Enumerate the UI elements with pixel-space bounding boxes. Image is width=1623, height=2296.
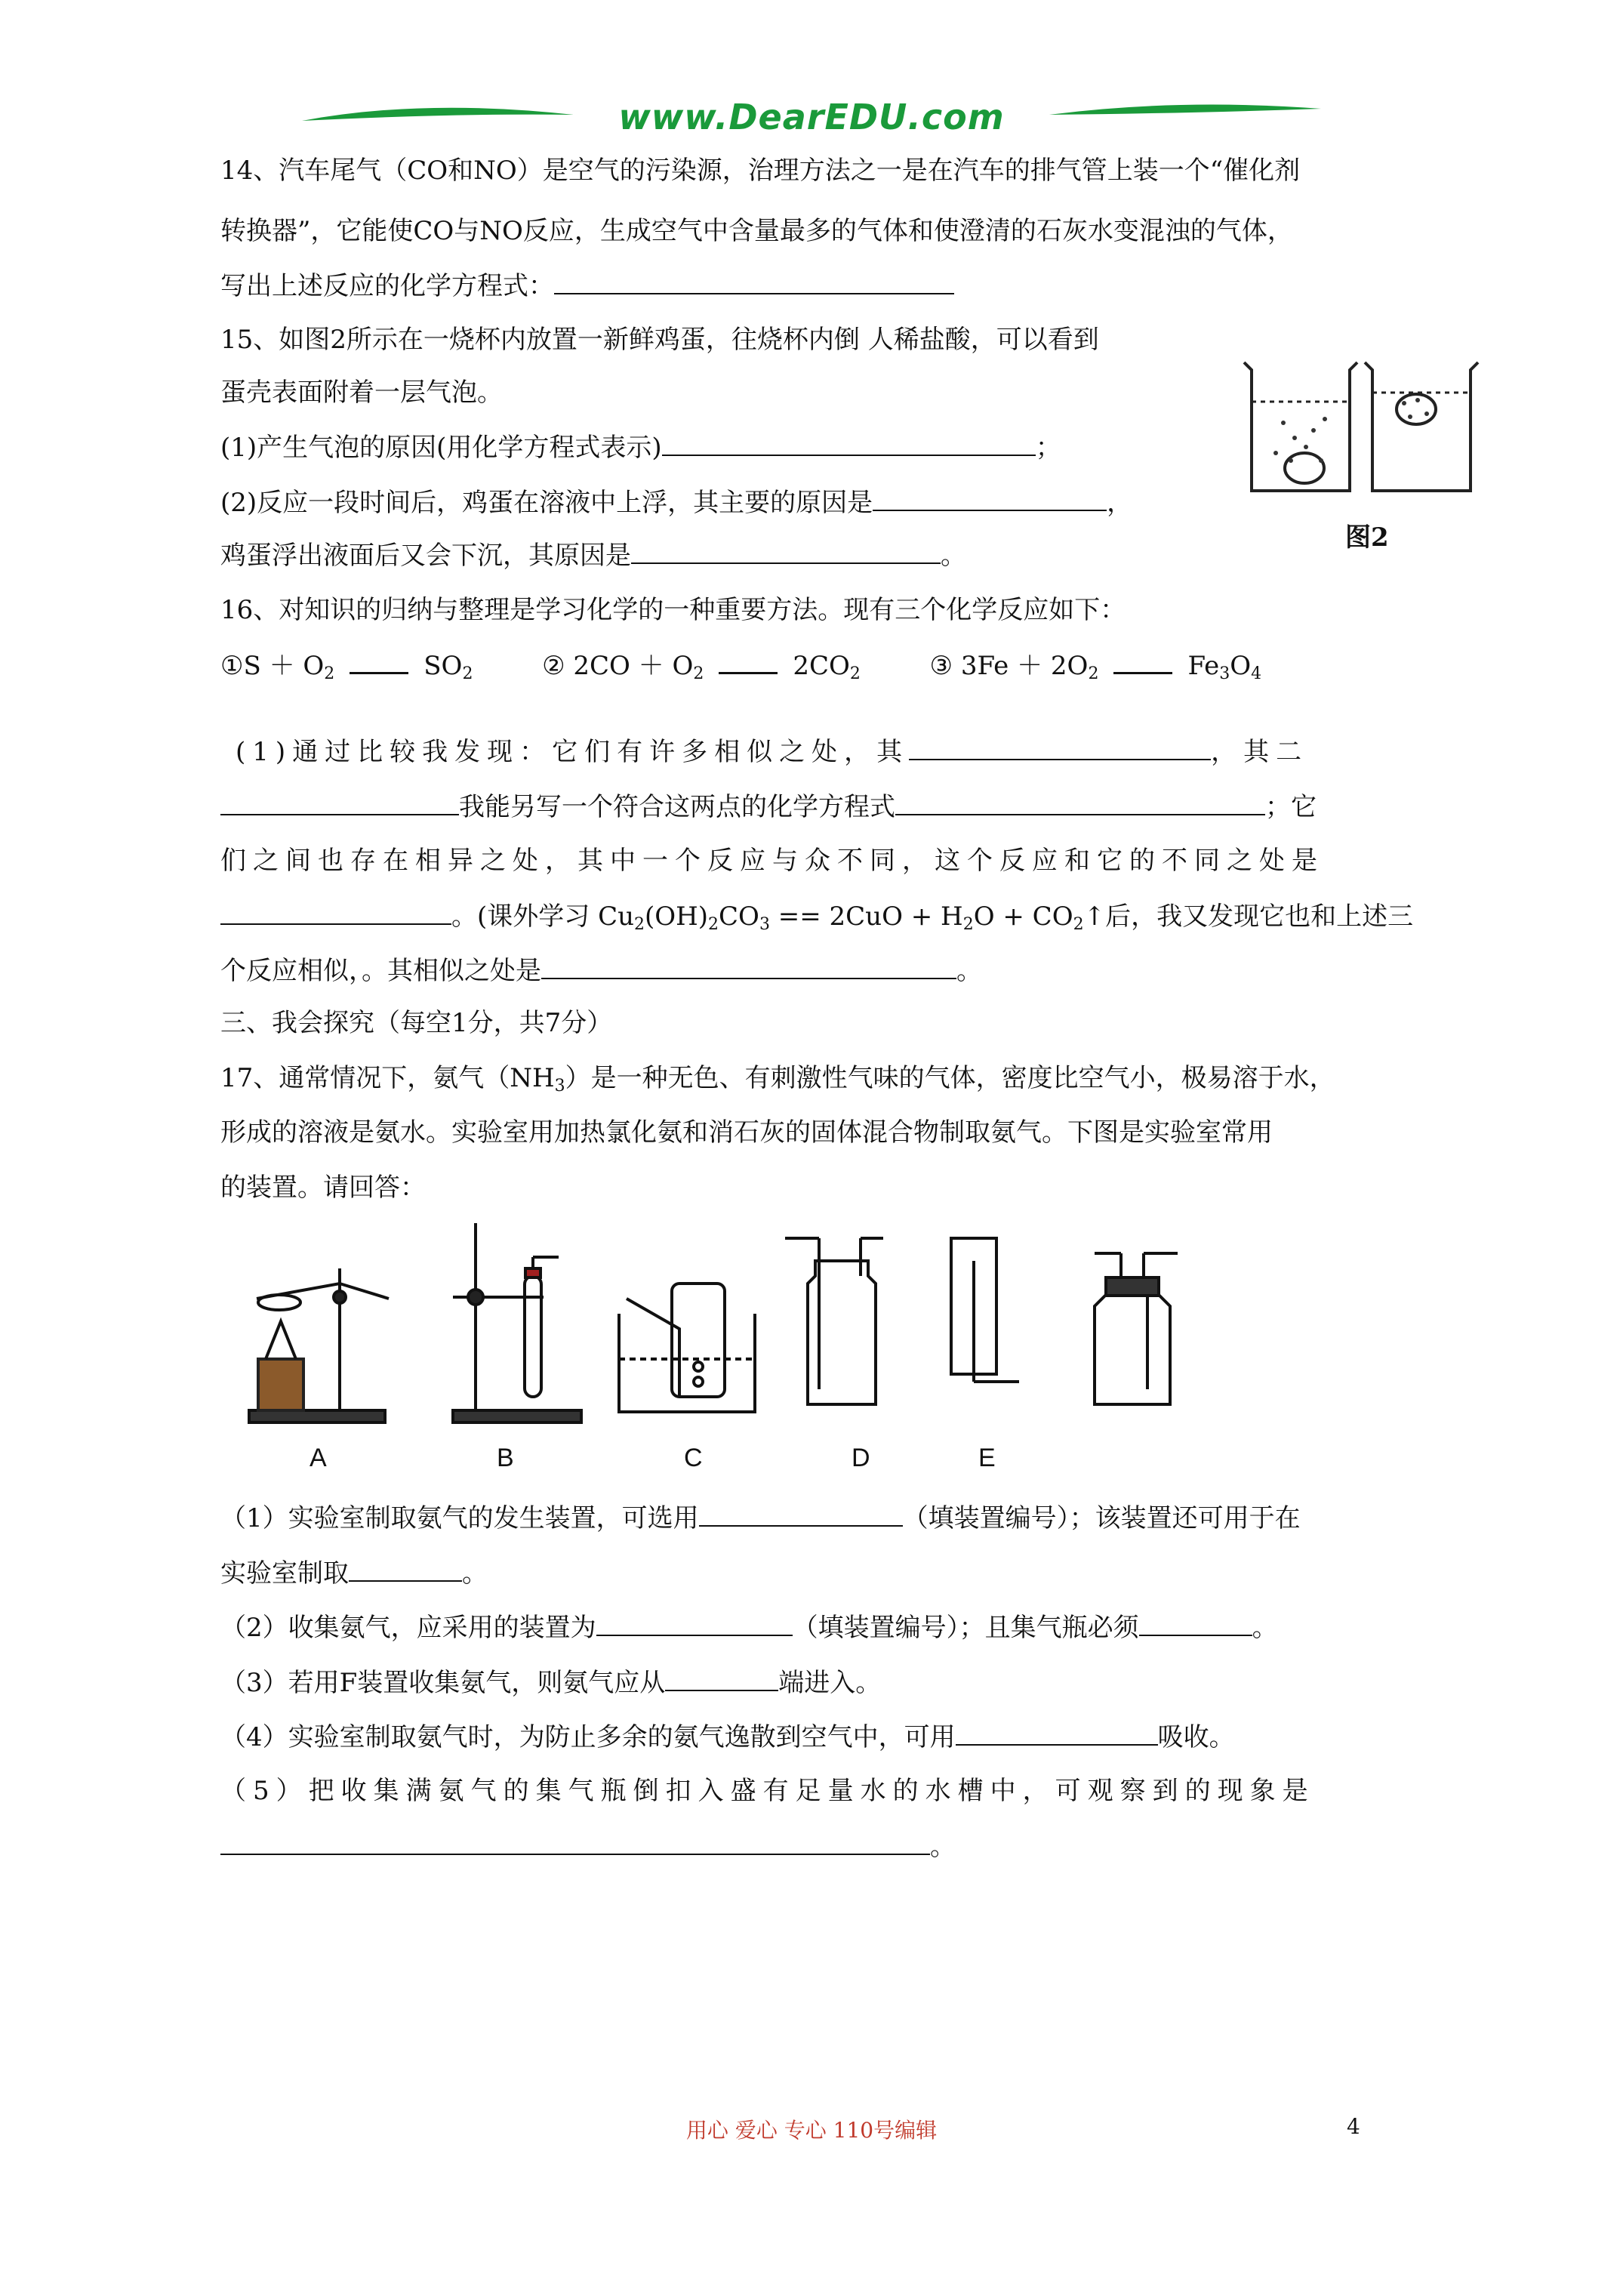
- q16-line1: 16、对知识的归纳与整理是学习化学的一种重要方法。现有三个化学反应如下：: [220, 595, 1126, 625]
- q15-blank3[interactable]: [631, 540, 941, 564]
- apparatus-label-b: B: [497, 1444, 514, 1472]
- eq2-arrow-line: [719, 654, 778, 674]
- q17-answer1-cont: 实验室制取 。: [220, 1558, 488, 1589]
- header-site-logo: www.DearEDU.com: [618, 97, 1005, 137]
- q16-p5: 个反应相似，。其相似之处是 。: [220, 956, 982, 986]
- q16-p3: 们之间也存在相异之处，其中一个反应与众不同，这个反应和它的不同之处是: [220, 846, 1324, 876]
- q14-line1: 14、汽车尾气（CO和NO）是空气的污染源，治理方法之一是在汽车的排气管上装一个“催化剂: [220, 156, 1301, 186]
- q17-blank6[interactable]: [956, 1721, 1158, 1746]
- q17-blank3[interactable]: [596, 1612, 793, 1636]
- q17-line3: 的装置。请回答：: [220, 1173, 426, 1203]
- apparatus-label-e: E: [978, 1444, 996, 1472]
- q14-line3: 写出上述反应的化学方程式：: [220, 270, 954, 301]
- q16-p2: 我能另写一个符合这两点的化学方程式 ；它: [220, 791, 1317, 822]
- q15-blank1[interactable]: [662, 432, 1036, 456]
- eq1-arrow-line: [350, 654, 408, 674]
- apparatus-label-d: D: [852, 1444, 870, 1472]
- q17-answer4: （4）实验室制取氨气时，为防止多余的氨气逸散到空气中，可用 吸收。: [220, 1722, 1235, 1752]
- q16-p4: 。(课外学习 $Cu_2(OH)_2CO_3 == 2CuO + H_2O$ + $CO_2↑$后，我又发现它也和上述三: [220, 901, 1413, 940]
- q15-line1: 15、如图2所示在一烧杯内放置一新鲜鸡蛋，往烧杯内倒 人稀盐酸，可以看到: [220, 325, 1099, 355]
- q15-line2: 蛋壳表面附着一层气泡。: [220, 378, 503, 408]
- lab-apparatus-figure: [226, 1208, 1208, 1435]
- q15-blank2[interactable]: [873, 487, 1107, 511]
- q16-blank5[interactable]: [541, 955, 956, 979]
- q16-blank3[interactable]: [895, 791, 1265, 815]
- apparatus-label-c: C: [684, 1444, 703, 1472]
- q16-blank1[interactable]: [909, 736, 1211, 760]
- q17-answer3: （3）若用F装置收集氨气，则氨气应从 端进入。: [220, 1668, 882, 1698]
- q17-line2: 形成的溶液是氨水。实验室用加热氯化氨和消石灰的固体混合物制取氨气。下图是实验室常用: [220, 1117, 1273, 1148]
- figure2-beakers: [1238, 347, 1487, 498]
- q17-blank5[interactable]: [665, 1667, 778, 1691]
- q16-equations: ①S ＋ $O_2$ $SO_2$ ② $2CO + O_2$ $2CO_2$ ③ $3Fe + 2O_2$ $Fe_3O_4$: [220, 651, 1262, 683]
- apparatus-label-a: A: [310, 1444, 327, 1472]
- q17-answer2: （2）收集氨气，应采用的装置为 （填装置编号）；且集气瓶必须 。: [220, 1613, 1278, 1643]
- q17-blank4[interactable]: [1139, 1612, 1252, 1636]
- page-number: 4: [1347, 2114, 1360, 2139]
- q15-line4: (2)反应一段时间后，鸡蛋在溶液中上浮，其主要的原因是 ，: [220, 488, 1133, 518]
- q17-answer1: （1）实验室制取氨气的发生装置，可选用 （填装置编号）；该装置还可用于在: [220, 1503, 1301, 1533]
- q17-answer5-cont: 。: [220, 1831, 956, 1862]
- section3-title: 三、我会探究（每空1分，共7分）: [220, 1008, 613, 1038]
- q17-blank2[interactable]: [349, 1558, 462, 1582]
- q15-line5: 鸡蛋浮出液面后又会下沉，其原因是 。: [220, 541, 966, 571]
- q14-answer-blank[interactable]: [554, 270, 954, 294]
- q17-answer5: （5）把收集满氨气的集气瓶倒扣入盛有足量水的水槽中，可观察到的现象是: [220, 1776, 1315, 1806]
- eq3-arrow-line: [1113, 654, 1172, 674]
- q16-blank4[interactable]: [220, 901, 451, 925]
- q15-line3: (1)产生气泡的原因(用化学方程式表示) ；: [220, 433, 1061, 463]
- figure2-label: 图2: [1345, 522, 1389, 553]
- q14-line2: 转换器”，它能使CO与NO反应，生成空气中含量最多的气体和使澄清的石灰水变混浊的气体，: [220, 216, 1293, 246]
- q16-p1: (1)通过比较我发现：它们有许多相似之处，其 ，其二: [236, 737, 1309, 767]
- q17-blank7[interactable]: [220, 1831, 930, 1855]
- footer-text: 用心 爱心 专心 110号编辑: [685, 2118, 938, 2143]
- q17-line1: 17、通常情况下，氨气$(NH_3)$是一种无色、有刺激性气味的气体，密度比空气小，极易溶于水，: [220, 1063, 1335, 1096]
- q17-blank1[interactable]: [699, 1502, 903, 1527]
- q16-blank2[interactable]: [220, 791, 459, 815]
